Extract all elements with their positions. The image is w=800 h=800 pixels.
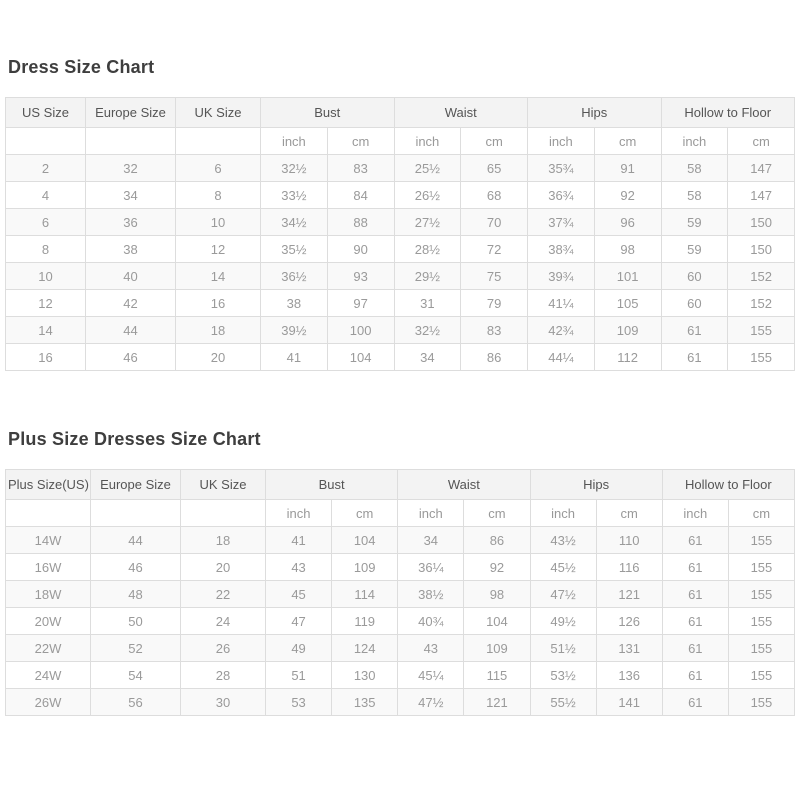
table-cell: 24 bbox=[181, 608, 266, 635]
table-cell: 33½ bbox=[261, 182, 328, 209]
table-cell: 28½ bbox=[394, 236, 461, 263]
table-cell: 104 bbox=[464, 608, 530, 635]
table-cell: 8 bbox=[176, 182, 261, 209]
table-row bbox=[6, 209, 795, 236]
empty-header-cell bbox=[6, 500, 91, 527]
table-cell: 30 bbox=[181, 689, 266, 716]
dress-size-chart-section bbox=[5, 0, 795, 371]
table-cell: 59 bbox=[661, 209, 728, 236]
table-row bbox=[6, 527, 795, 554]
unit-header-inch: inch bbox=[261, 128, 328, 155]
table-cell: 20 bbox=[176, 344, 261, 371]
column-header-hollow-to-floor: Hollow to Floor bbox=[661, 98, 795, 128]
table-cell: 41¼ bbox=[528, 290, 595, 317]
table-cell: 45½ bbox=[530, 554, 596, 581]
table-header bbox=[6, 98, 795, 155]
table-cell: 14W bbox=[6, 527, 91, 554]
empty-header-cell bbox=[6, 128, 86, 155]
table-cell: 88 bbox=[327, 209, 394, 236]
table-cell: 26W bbox=[6, 689, 91, 716]
table-cell: 16W bbox=[6, 554, 91, 581]
table-cell: 61 bbox=[662, 527, 728, 554]
column-header-europe-size: Europe Size bbox=[91, 470, 181, 500]
table-cell: 53½ bbox=[530, 662, 596, 689]
empty-header-cell bbox=[91, 500, 181, 527]
table-cell: 121 bbox=[596, 581, 662, 608]
table-cell: 10 bbox=[6, 263, 86, 290]
table-cell: 130 bbox=[332, 662, 398, 689]
table-cell: 55½ bbox=[530, 689, 596, 716]
table-cell: 152 bbox=[728, 290, 795, 317]
table-cell: 155 bbox=[728, 689, 794, 716]
table-cell: 47½ bbox=[398, 689, 464, 716]
table-cell: 98 bbox=[594, 236, 661, 263]
table-row bbox=[6, 581, 795, 608]
table-cell: 131 bbox=[596, 635, 662, 662]
table-cell: 61 bbox=[662, 581, 728, 608]
table-cell: 155 bbox=[728, 527, 794, 554]
table-cell: 75 bbox=[461, 263, 528, 290]
table-cell: 79 bbox=[461, 290, 528, 317]
dress-size-table bbox=[5, 97, 795, 371]
table-cell: 35½ bbox=[261, 236, 328, 263]
table-cell: 54 bbox=[91, 662, 181, 689]
table-cell: 50 bbox=[91, 608, 181, 635]
table-cell: 49½ bbox=[530, 608, 596, 635]
table-cell: 51 bbox=[266, 662, 332, 689]
table-cell: 40¾ bbox=[398, 608, 464, 635]
table-body bbox=[6, 155, 795, 371]
table-cell: 43 bbox=[266, 554, 332, 581]
column-header-bust: Bust bbox=[261, 98, 395, 128]
table-cell: 36 bbox=[86, 209, 176, 236]
table-row bbox=[6, 662, 795, 689]
table-cell: 42 bbox=[86, 290, 176, 317]
table-cell: 61 bbox=[662, 689, 728, 716]
table-row bbox=[6, 290, 795, 317]
table-cell: 38¾ bbox=[528, 236, 595, 263]
table-units-row bbox=[6, 500, 795, 527]
table-header-row bbox=[6, 98, 795, 128]
table-cell: 49 bbox=[266, 635, 332, 662]
table-cell: 6 bbox=[6, 209, 86, 236]
column-header-hollow-to-floor: Hollow to Floor bbox=[662, 470, 794, 500]
table-cell: 26½ bbox=[394, 182, 461, 209]
column-header-hips: Hips bbox=[530, 470, 662, 500]
table-cell: 18 bbox=[181, 527, 266, 554]
table-cell: 41 bbox=[261, 344, 328, 371]
table-cell: 38 bbox=[261, 290, 328, 317]
table-cell: 155 bbox=[728, 608, 794, 635]
table-cell: 92 bbox=[464, 554, 530, 581]
table-cell: 31 bbox=[394, 290, 461, 317]
table-row bbox=[6, 317, 795, 344]
table-cell: 90 bbox=[327, 236, 394, 263]
plus-size-chart-title: Plus Size Dresses Size Chart bbox=[8, 429, 261, 449]
table-cell: 119 bbox=[332, 608, 398, 635]
table-header-row bbox=[6, 470, 795, 500]
table-cell: 61 bbox=[662, 554, 728, 581]
table-cell: 155 bbox=[728, 635, 794, 662]
table-cell: 61 bbox=[662, 635, 728, 662]
table-cell: 51½ bbox=[530, 635, 596, 662]
table-cell: 147 bbox=[728, 182, 795, 209]
table-cell: 27½ bbox=[394, 209, 461, 236]
unit-header-cm: cm bbox=[461, 128, 528, 155]
table-cell: 45¼ bbox=[398, 662, 464, 689]
table-cell: 98 bbox=[464, 581, 530, 608]
table-cell: 72 bbox=[461, 236, 528, 263]
table-cell: 2 bbox=[6, 155, 86, 182]
empty-header-cell bbox=[86, 128, 176, 155]
table-cell: 114 bbox=[332, 581, 398, 608]
table-cell: 65 bbox=[461, 155, 528, 182]
table-cell: 104 bbox=[327, 344, 394, 371]
unit-header-cm: cm bbox=[464, 500, 530, 527]
table-cell: 59 bbox=[661, 236, 728, 263]
table-cell: 4 bbox=[6, 182, 86, 209]
table-cell: 29½ bbox=[394, 263, 461, 290]
table-body bbox=[6, 527, 795, 716]
table-cell: 61 bbox=[661, 317, 728, 344]
table-row bbox=[6, 236, 795, 263]
table-cell: 43 bbox=[398, 635, 464, 662]
table-cell: 37¾ bbox=[528, 209, 595, 236]
table-cell: 14 bbox=[176, 263, 261, 290]
unit-header-inch: inch bbox=[398, 500, 464, 527]
table-cell: 101 bbox=[594, 263, 661, 290]
table-cell: 96 bbox=[594, 209, 661, 236]
table-cell: 93 bbox=[327, 263, 394, 290]
table-cell: 41 bbox=[266, 527, 332, 554]
table-cell: 116 bbox=[596, 554, 662, 581]
table-cell: 40 bbox=[86, 263, 176, 290]
table-row bbox=[6, 608, 795, 635]
table-cell: 124 bbox=[332, 635, 398, 662]
table-cell: 109 bbox=[464, 635, 530, 662]
table-cell: 112 bbox=[594, 344, 661, 371]
table-cell: 36½ bbox=[261, 263, 328, 290]
table-cell: 16 bbox=[176, 290, 261, 317]
table-cell: 110 bbox=[596, 527, 662, 554]
table-cell: 38 bbox=[86, 236, 176, 263]
table-cell: 136 bbox=[596, 662, 662, 689]
table-cell: 43½ bbox=[530, 527, 596, 554]
table-row bbox=[6, 689, 795, 716]
table-cell: 47½ bbox=[530, 581, 596, 608]
table-header bbox=[6, 470, 795, 527]
table-cell: 83 bbox=[327, 155, 394, 182]
table-cell: 86 bbox=[461, 344, 528, 371]
table-cell: 109 bbox=[332, 554, 398, 581]
table-row bbox=[6, 182, 795, 209]
table-cell: 152 bbox=[728, 263, 795, 290]
unit-header-cm: cm bbox=[332, 500, 398, 527]
table-cell: 150 bbox=[728, 236, 795, 263]
table-cell: 68 bbox=[461, 182, 528, 209]
table-cell: 60 bbox=[661, 263, 728, 290]
table-row bbox=[6, 263, 795, 290]
empty-header-cell bbox=[176, 128, 261, 155]
table-cell: 155 bbox=[728, 344, 795, 371]
table-cell: 58 bbox=[661, 155, 728, 182]
table-cell: 52 bbox=[91, 635, 181, 662]
table-cell: 28 bbox=[181, 662, 266, 689]
table-cell: 155 bbox=[728, 554, 794, 581]
table-cell: 22 bbox=[181, 581, 266, 608]
column-header-uk-size: UK Size bbox=[181, 470, 266, 500]
table-cell: 70 bbox=[461, 209, 528, 236]
table-cell: 12 bbox=[6, 290, 86, 317]
unit-header-inch: inch bbox=[528, 128, 595, 155]
unit-header-inch: inch bbox=[661, 128, 728, 155]
table-cell: 16 bbox=[6, 344, 86, 371]
empty-header-cell bbox=[181, 500, 266, 527]
table-cell: 121 bbox=[464, 689, 530, 716]
table-cell: 60 bbox=[661, 290, 728, 317]
table-cell: 26 bbox=[181, 635, 266, 662]
table-cell: 61 bbox=[661, 344, 728, 371]
table-cell: 141 bbox=[596, 689, 662, 716]
table-cell: 155 bbox=[728, 317, 795, 344]
table-cell: 155 bbox=[728, 662, 794, 689]
column-header-waist: Waist bbox=[398, 470, 530, 500]
table-cell: 105 bbox=[594, 290, 661, 317]
table-cell: 39½ bbox=[261, 317, 328, 344]
table-cell: 100 bbox=[327, 317, 394, 344]
table-cell: 92 bbox=[594, 182, 661, 209]
unit-header-inch: inch bbox=[662, 500, 728, 527]
table-cell: 135 bbox=[332, 689, 398, 716]
table-cell: 53 bbox=[266, 689, 332, 716]
table-cell: 22W bbox=[6, 635, 91, 662]
table-cell: 34 bbox=[398, 527, 464, 554]
table-cell: 36¾ bbox=[528, 182, 595, 209]
unit-header-inch: inch bbox=[394, 128, 461, 155]
table-row bbox=[6, 554, 795, 581]
column-header-uk-size: UK Size bbox=[176, 98, 261, 128]
unit-header-cm: cm bbox=[327, 128, 394, 155]
table-cell: 32½ bbox=[394, 317, 461, 344]
table-cell: 34½ bbox=[261, 209, 328, 236]
table-cell: 61 bbox=[662, 608, 728, 635]
plus-size-table bbox=[5, 469, 795, 716]
column-header-us-size: US Size bbox=[6, 98, 86, 128]
unit-header-cm: cm bbox=[728, 128, 795, 155]
table-cell: 91 bbox=[594, 155, 661, 182]
unit-header-inch: inch bbox=[530, 500, 596, 527]
column-header-waist: Waist bbox=[394, 98, 528, 128]
table-cell: 18 bbox=[176, 317, 261, 344]
table-cell: 32 bbox=[86, 155, 176, 182]
table-cell: 104 bbox=[332, 527, 398, 554]
unit-header-cm: cm bbox=[728, 500, 794, 527]
table-row bbox=[6, 344, 795, 371]
table-cell: 44 bbox=[86, 317, 176, 344]
table-cell: 18W bbox=[6, 581, 91, 608]
table-cell: 39¾ bbox=[528, 263, 595, 290]
table-cell: 14 bbox=[6, 317, 86, 344]
dress-size-chart-title: Dress Size Chart bbox=[8, 57, 155, 77]
table-cell: 12 bbox=[176, 236, 261, 263]
table-row bbox=[6, 155, 795, 182]
unit-header-cm: cm bbox=[596, 500, 662, 527]
table-cell: 83 bbox=[461, 317, 528, 344]
table-cell: 10 bbox=[176, 209, 261, 236]
table-cell: 42¾ bbox=[528, 317, 595, 344]
table-cell: 24W bbox=[6, 662, 91, 689]
table-cell: 46 bbox=[86, 344, 176, 371]
table-cell: 20 bbox=[181, 554, 266, 581]
table-cell: 109 bbox=[594, 317, 661, 344]
table-cell: 6 bbox=[176, 155, 261, 182]
table-cell: 34 bbox=[394, 344, 461, 371]
table-cell: 155 bbox=[728, 581, 794, 608]
table-cell: 36¼ bbox=[398, 554, 464, 581]
table-cell: 25½ bbox=[394, 155, 461, 182]
table-row bbox=[6, 635, 795, 662]
table-cell: 48 bbox=[91, 581, 181, 608]
column-header-hips: Hips bbox=[528, 98, 662, 128]
column-header-plus-size-us: Plus Size(US) bbox=[6, 470, 91, 500]
table-cell: 150 bbox=[728, 209, 795, 236]
table-cell: 61 bbox=[662, 662, 728, 689]
table-cell: 45 bbox=[266, 581, 332, 608]
table-cell: 97 bbox=[327, 290, 394, 317]
table-cell: 20W bbox=[6, 608, 91, 635]
table-cell: 47 bbox=[266, 608, 332, 635]
table-cell: 58 bbox=[661, 182, 728, 209]
table-cell: 44 bbox=[91, 527, 181, 554]
table-cell: 38½ bbox=[398, 581, 464, 608]
table-cell: 147 bbox=[728, 155, 795, 182]
table-cell: 8 bbox=[6, 236, 86, 263]
unit-header-inch: inch bbox=[266, 500, 332, 527]
table-cell: 126 bbox=[596, 608, 662, 635]
plus-size-chart-section bbox=[5, 371, 795, 716]
table-cell: 35¾ bbox=[528, 155, 595, 182]
column-header-bust: Bust bbox=[266, 470, 398, 500]
table-cell: 86 bbox=[464, 527, 530, 554]
table-cell: 32½ bbox=[261, 155, 328, 182]
table-cell: 34 bbox=[86, 182, 176, 209]
unit-header-cm: cm bbox=[594, 128, 661, 155]
table-cell: 84 bbox=[327, 182, 394, 209]
table-cell: 44¼ bbox=[528, 344, 595, 371]
table-units-row bbox=[6, 128, 795, 155]
table-cell: 56 bbox=[91, 689, 181, 716]
column-header-europe-size: Europe Size bbox=[86, 98, 176, 128]
table-cell: 46 bbox=[91, 554, 181, 581]
table-cell: 115 bbox=[464, 662, 530, 689]
